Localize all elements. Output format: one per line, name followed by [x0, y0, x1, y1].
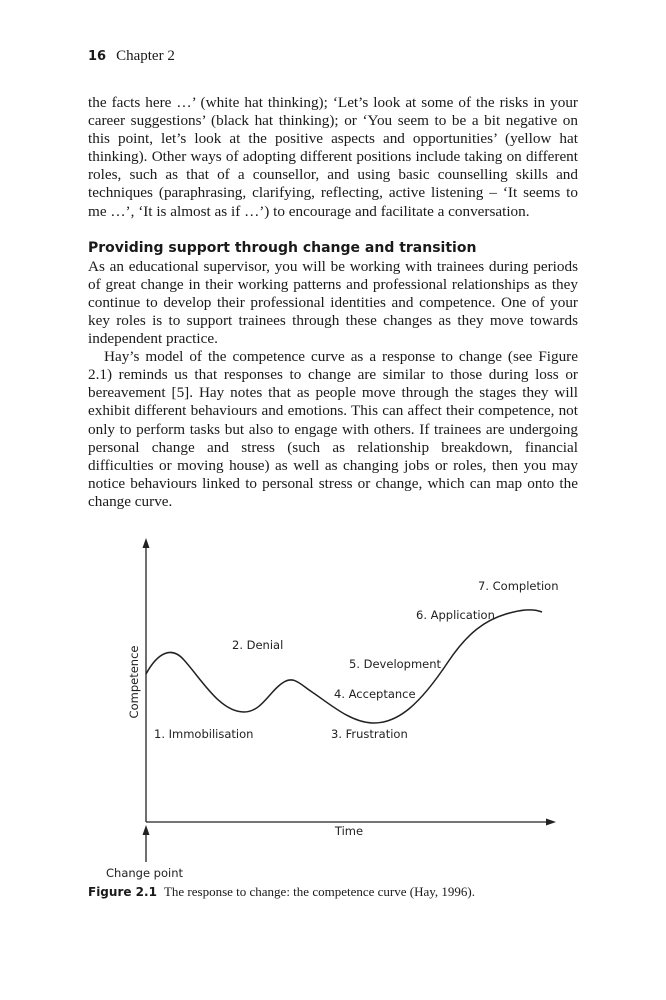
stage-label: 6. Application — [416, 608, 495, 622]
stage-label: 3. Frustration — [331, 727, 408, 741]
change-point-label: Change point — [106, 866, 184, 880]
caption-label: Figure 2.1 — [88, 885, 157, 899]
stage-label: 1. Immobilisation — [154, 727, 254, 741]
caption-text: The response to change: the competence curve (Hay, 1996). — [163, 884, 475, 899]
section-paragraph: Hay’s model of the competence curve as a response to change (see Figure 2.1) reminds us that responses to change are similar to those during loss or bereavement [5]. Hay notes that as people move through the stages they will exhibit different behaviours and emotions. This can affect their competence, not only to perform tasks but also to engage with others. If trainees are undergoing personal change and stress (such as relationship breakdown, financial difficulties or moving house) as well as changing jobs or roles, then you may notice behaviours linked to personal stress or change, which can map onto the change curve. — [88, 348, 578, 510]
body-text — [88, 94, 578, 511]
figure-caption — [88, 884, 475, 900]
competence-curve — [146, 610, 542, 723]
stage-label: 5. Development — [349, 657, 442, 671]
section-paragraph: As an educational supervisor, you will be working with trainees during periods of great change in their working patterns and professional relationships as they continue to develop their professional identities and competence. One of your key roles is to support trainees through these changes as they move towards independent practice. — [88, 257, 578, 348]
x-axis-arrow — [546, 819, 556, 826]
x-axis-label: Time — [334, 824, 364, 838]
page-header — [88, 48, 175, 65]
stage-label: 7. Completion — [478, 579, 559, 593]
stage-label: 2. Denial — [232, 638, 284, 652]
y-axis-arrow — [143, 538, 150, 548]
intro-paragraph: the facts here …’ (white hat thinking); ‘Let’s look at some of the risks in your career suggestions’ (black hat thinking); or ‘You seem to be a bit negative on this point, let’s look at the positive aspects and opportunities’ (yellow hat thinking). Other ways of adopting different positions include taking on different roles, such as that of a counsellor, and using basic counselling skills and techniques (paraphrasing, clarifying, reflecting, active listening – ‘It seems to me …’, ‘It is almost as if …’) to encourage and facilitate a conversation. — [88, 94, 578, 220]
y-axis-label: Competence — [127, 645, 141, 719]
section-heading: Providing support through change and transition — [88, 239, 477, 256]
change-point-arrow — [143, 825, 150, 835]
page-number: 16 — [88, 49, 107, 64]
stage-label: 4. Acceptance — [334, 687, 416, 701]
competence-curve-figure — [0, 530, 666, 885]
chapter-title: Chapter 2 — [116, 48, 175, 64]
